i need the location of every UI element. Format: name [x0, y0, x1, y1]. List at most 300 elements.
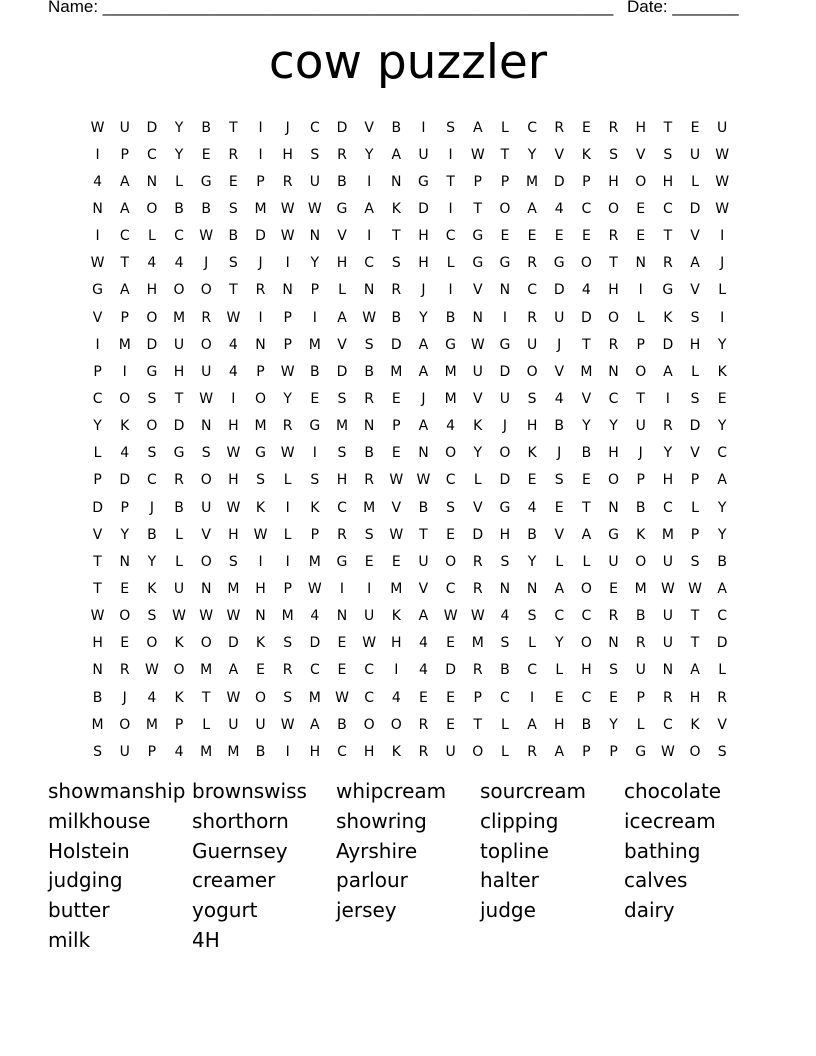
grid-letter: B: [228, 228, 239, 245]
grid-letter: G: [635, 743, 647, 760]
grid-letter: K: [174, 635, 184, 652]
grid-letter: I: [367, 580, 372, 597]
word-bank-item: brownswiss: [192, 779, 307, 803]
grid-letter: N: [391, 173, 402, 190]
grid-letter: M: [145, 716, 158, 733]
grid-letter: H: [92, 635, 103, 652]
grid-letter: V: [690, 282, 700, 299]
grid-letter: V: [472, 499, 483, 516]
grid-letter: H: [689, 689, 701, 706]
grid-letter: P: [473, 173, 482, 190]
grid-letter: A: [119, 173, 130, 190]
grid-letter: A: [554, 743, 565, 760]
grid-letter: N: [92, 200, 103, 217]
word-bank-item: jersey: [336, 898, 397, 923]
grid-letter: C: [554, 608, 565, 625]
word-bank-item: showring: [336, 808, 427, 833]
grid-letter: E: [201, 146, 211, 163]
grid-letter: N: [119, 553, 130, 570]
grid-letter: O: [173, 282, 185, 299]
grid-letter: 4: [554, 390, 564, 407]
grid-letter: M: [281, 608, 294, 625]
grid-letter: S: [663, 146, 673, 163]
grid-letter: B: [418, 499, 429, 516]
grid-letter: C: [717, 608, 728, 625]
grid-letter: I: [258, 146, 263, 163]
grid-letter: V: [472, 282, 483, 299]
grid-letter: U: [526, 336, 538, 353]
grid-letter: B: [337, 716, 347, 733]
grid-letter: U: [228, 716, 239, 733]
grid-letter: E: [391, 390, 401, 407]
word-bank-item: parlour: [336, 868, 408, 893]
grid-letter: L: [691, 173, 699, 190]
grid-letter: B: [310, 363, 320, 380]
grid-letter: Y: [147, 553, 157, 570]
grid-letter: I: [122, 363, 127, 380]
grid-letter: P: [147, 743, 157, 760]
grid-letter: O: [608, 309, 620, 326]
grid-letter: N: [92, 662, 103, 679]
grid-letter: W: [715, 200, 730, 217]
grid-letter: 4: [391, 689, 401, 706]
word-bank-item: whipcream: [336, 779, 447, 803]
grid-letter: D: [499, 472, 511, 489]
grid-letter: K: [255, 499, 266, 516]
grid-letter: C: [662, 200, 673, 217]
grid-letter: 4: [174, 743, 184, 760]
grid-letter: W: [90, 608, 105, 625]
grid-letter: G: [418, 173, 429, 190]
grid-letter: G: [472, 228, 484, 245]
grid-letter: E: [500, 228, 510, 245]
grid-letter: G: [146, 363, 158, 380]
grid-letter: O: [146, 200, 158, 217]
grid-letter: I: [312, 309, 317, 326]
page-title: cow puzzler: [268, 35, 548, 90]
grid-letter: E: [581, 228, 591, 245]
grid-letter: L: [718, 662, 727, 679]
grid-letter: V: [554, 146, 565, 163]
grid-letter: Y: [717, 526, 727, 543]
grid-letter: T: [120, 255, 130, 272]
grid-letter: G: [662, 282, 674, 299]
grid-letter: N: [608, 635, 619, 652]
word-bank-item: milkhouse: [48, 808, 151, 833]
grid-letter: A: [228, 662, 239, 679]
grid-letter: O: [635, 173, 647, 190]
grid-letter: I: [258, 309, 263, 326]
grid-row: [84, 521, 736, 548]
grid-letter: L: [501, 119, 509, 136]
word-bank-item: 4H: [192, 927, 220, 952]
grid-letter: W: [280, 445, 295, 462]
grid-letter: E: [581, 119, 591, 136]
grid-letter: T: [663, 228, 673, 245]
grid-letter: W: [226, 309, 241, 326]
grid-letter: P: [283, 309, 292, 326]
grid-letter: K: [255, 635, 266, 652]
word-bank-item: yogurt: [192, 898, 258, 923]
grid-letter: T: [690, 635, 700, 652]
grid-letter: W: [389, 526, 404, 543]
grid-letter: B: [364, 445, 374, 462]
grid-letter: P: [500, 173, 510, 190]
grid-letter: T: [419, 526, 428, 543]
grid-row: [84, 168, 736, 195]
grid-letter: Y: [717, 336, 727, 353]
grid-letter: H: [228, 526, 239, 543]
grid-letter: Y: [419, 309, 428, 326]
grid-letter: B: [147, 526, 157, 543]
grid-letter: M: [580, 363, 593, 380]
word-bank-item: dairy: [624, 898, 675, 923]
grid-letter: U: [119, 119, 130, 136]
grid-letter: W: [362, 635, 377, 652]
grid-letter: K: [717, 363, 727, 380]
grid-letter: W: [307, 580, 322, 597]
grid-letter: C: [581, 608, 592, 625]
grid-letter: T: [473, 200, 483, 217]
grid-letter: H: [228, 472, 239, 489]
grid-letter: E: [581, 472, 591, 489]
grid-letter: L: [147, 228, 156, 245]
grid-letter: P: [609, 743, 618, 760]
grid-letter: S: [93, 743, 103, 760]
grid-letter: B: [364, 363, 374, 380]
grid-letter: K: [174, 689, 184, 706]
grid-letter: W: [199, 228, 214, 245]
grid-letter: M: [526, 173, 539, 190]
grid-letter: I: [665, 390, 670, 407]
grid-letter: C: [92, 390, 103, 407]
grid-letter: B: [581, 445, 592, 462]
grid-letter: O: [363, 716, 375, 733]
grid-letter: M: [308, 689, 321, 706]
grid-letter: W: [660, 580, 675, 597]
grid-letter: A: [337, 309, 347, 326]
grid-letter: T: [229, 119, 238, 136]
grid-letter: R: [554, 119, 565, 136]
grid-letter: T: [663, 119, 673, 136]
grid-letter: N: [363, 418, 375, 435]
grid-letter: P: [636, 689, 645, 706]
grid-row: [84, 250, 736, 277]
grid-letter: I: [448, 282, 453, 299]
grid-letter: B: [391, 309, 402, 326]
grid-letter: I: [394, 662, 399, 679]
grid-letter: M: [173, 309, 186, 326]
grid-letter: R: [662, 418, 673, 435]
grid-letter: K: [310, 499, 320, 516]
grid-letter: W: [715, 146, 730, 163]
grid-letter: R: [527, 309, 537, 326]
grid-letter: R: [119, 662, 130, 679]
grid-letter: C: [527, 282, 537, 299]
grid-letter: W: [199, 390, 214, 407]
grid-letter: Y: [609, 418, 618, 435]
grid-letter: S: [527, 608, 537, 625]
grid-letter: E: [391, 445, 401, 462]
grid-letter: 4: [310, 608, 320, 625]
grid-letter: T: [93, 553, 102, 570]
grid-letter: U: [717, 119, 728, 136]
grid-letter: C: [662, 716, 673, 733]
grid-letter: B: [445, 309, 456, 326]
grid-letter: N: [418, 445, 429, 462]
grid-letter: P: [582, 743, 591, 760]
grid-letter: R: [418, 743, 429, 760]
grid-letter: B: [174, 200, 184, 217]
grid-letter: J: [122, 689, 127, 706]
grid-letter: I: [448, 146, 453, 163]
word-bank-item: calves: [624, 868, 688, 893]
grid-letter: L: [283, 526, 292, 543]
grid-row: [84, 467, 736, 494]
grid-letter: A: [690, 255, 700, 272]
grid-letter: O: [580, 635, 592, 652]
grid-letter: Y: [717, 418, 727, 435]
grid-letter: W: [688, 580, 702, 597]
grid-letter: A: [717, 472, 727, 489]
grid-letter: C: [309, 662, 320, 679]
grid-letter: D: [119, 472, 131, 489]
grid-letter: N: [255, 336, 266, 353]
grid-letter: R: [174, 472, 184, 489]
grid-letter: O: [608, 472, 620, 489]
grid-letter: L: [636, 716, 645, 733]
grid-letter: H: [662, 173, 674, 190]
grid-letter: M: [335, 418, 349, 435]
word-bank-item: clipping: [480, 808, 559, 833]
grid-letter: 4: [500, 608, 510, 625]
grid-letter: U: [689, 146, 701, 163]
grid-letter: B: [635, 608, 646, 625]
grid-letter: G: [499, 255, 511, 272]
grid-letter: T: [229, 282, 238, 299]
grid-letter: H: [635, 119, 646, 136]
grid-letter: S: [337, 390, 347, 407]
grid-letter: O: [173, 662, 185, 679]
grid-letter: E: [554, 499, 564, 516]
grid-letter: E: [554, 228, 564, 245]
grid-letter: I: [285, 553, 290, 570]
grid-letter: I: [285, 255, 290, 272]
grid-letter: W: [253, 526, 268, 543]
grid-row: [84, 195, 736, 222]
grid-letter: G: [173, 445, 185, 462]
grid-letter: W: [226, 499, 241, 516]
grid-letter: M: [118, 336, 131, 353]
grid-letter: I: [231, 390, 236, 407]
grid-letter: S: [609, 662, 618, 679]
grid-letter: R: [662, 689, 673, 706]
grid-letter: H: [662, 472, 674, 489]
grid-letter: V: [581, 390, 592, 407]
grid-letter: I: [720, 228, 725, 245]
grid-letter: O: [200, 282, 212, 299]
grid-letter: O: [146, 635, 158, 652]
grid-letter: S: [446, 119, 456, 136]
grid-letter: U: [554, 309, 565, 326]
grid-letter: Y: [527, 146, 537, 163]
grid-letter: S: [201, 445, 211, 462]
word-bank-item: Holstein: [48, 838, 130, 863]
grid-letter: S: [364, 526, 374, 543]
grid-letter: H: [689, 336, 701, 353]
grid-letter: E: [690, 119, 700, 136]
grid-letter: L: [528, 635, 536, 652]
grid-letter: N: [472, 309, 483, 326]
grid-row: [84, 657, 736, 684]
word-bank-item: judging: [48, 868, 123, 893]
grid-letter: P: [93, 472, 102, 489]
grid-letter: O: [608, 200, 620, 217]
grid-letter: K: [527, 445, 537, 462]
grid-letter: D: [336, 119, 348, 136]
grid-letter: I: [421, 119, 426, 136]
grid-letter: M: [308, 336, 321, 353]
grid-letter: I: [367, 173, 372, 190]
grid-letter: S: [527, 390, 537, 407]
grid-letter: P: [256, 363, 265, 380]
grid-letter: R: [255, 282, 266, 299]
grid-letter: H: [309, 743, 321, 760]
grid-letter: L: [691, 499, 699, 516]
grid-letter: O: [200, 336, 212, 353]
grid-letter: S: [500, 553, 510, 570]
grid-letter: D: [390, 336, 402, 353]
grid-letter: K: [636, 526, 646, 543]
grid-row: [84, 738, 736, 765]
grid-letter: W: [335, 689, 349, 706]
grid-row: [84, 331, 736, 358]
grid-letter: H: [228, 418, 239, 435]
grid-letter: E: [419, 689, 428, 706]
grid-letter: D: [336, 363, 348, 380]
grid-letter: D: [173, 418, 185, 435]
grid-letter: U: [472, 363, 483, 380]
grid-letter: Y: [93, 418, 102, 435]
grid-letter: B: [581, 716, 592, 733]
word-bank-item: icecream: [624, 808, 716, 833]
grid-letter: L: [202, 716, 211, 733]
grid-letter: R: [608, 608, 619, 625]
grid-letter: T: [201, 689, 211, 706]
grid-letter: I: [720, 309, 725, 326]
grid-letter: H: [391, 635, 402, 652]
grid-letter: Y: [554, 635, 564, 652]
grid-letter: B: [635, 499, 646, 516]
grid-letter: R: [391, 282, 402, 299]
grid-letter: B: [527, 526, 537, 543]
grid-letter: R: [608, 119, 619, 136]
grid-letter: U: [309, 173, 320, 190]
grid-letter: C: [364, 255, 375, 272]
grid-letter: W: [90, 119, 105, 136]
grid-letter: H: [255, 580, 266, 597]
grid-letter: V: [201, 526, 211, 543]
grid-letter: L: [582, 553, 591, 570]
grid-letter: V: [690, 228, 700, 245]
grid-letter: C: [581, 200, 592, 217]
grid-letter: D: [146, 119, 158, 136]
grid-row: [84, 684, 736, 711]
grid-letter: R: [662, 255, 673, 272]
grid-letter: D: [662, 336, 674, 353]
grid-letter: K: [391, 200, 401, 217]
grid-letter: H: [608, 445, 619, 462]
grid-letter: T: [582, 499, 591, 516]
grid-letter: Y: [120, 526, 130, 543]
grid-letter: M: [444, 363, 457, 380]
grid-letter: P: [93, 363, 102, 380]
grid-letter: M: [227, 580, 240, 597]
grid-letter: C: [337, 743, 347, 760]
grid-letter: H: [282, 146, 293, 163]
grid-letter: J: [720, 255, 725, 272]
grid-row: [84, 494, 736, 521]
grid-letter: R: [608, 336, 619, 353]
grid-letter: L: [501, 716, 509, 733]
grid-letter: R: [364, 472, 374, 489]
grid-row: [84, 440, 736, 467]
grid-letter: V: [364, 119, 374, 136]
grid-letter: L: [473, 472, 482, 489]
word-bank-item: milk: [48, 927, 91, 952]
grid-row: [84, 223, 736, 250]
grid-letter: U: [662, 608, 673, 625]
grid-letter: E: [446, 635, 456, 652]
grid-letter: J: [421, 390, 426, 407]
grid-letter: M: [227, 743, 240, 760]
grid-letter: V: [635, 146, 646, 163]
grid-letter: H: [336, 472, 348, 489]
grid-letter: S: [147, 390, 157, 407]
grid-letter: J: [421, 282, 426, 299]
grid-letter: B: [717, 553, 727, 570]
grid-letter: U: [445, 743, 456, 760]
grid-letter: O: [689, 743, 701, 760]
grid-letter: P: [120, 309, 129, 326]
grid-letter: O: [472, 743, 484, 760]
grid-letter: 4: [174, 255, 184, 272]
grid-letter: I: [502, 309, 507, 326]
grid-letter: O: [499, 445, 511, 462]
grid-row: [84, 141, 736, 168]
grid-row: [84, 575, 736, 602]
grid-letter: S: [147, 608, 157, 625]
grid-letter: J: [285, 119, 290, 136]
grid-letter: B: [92, 689, 103, 706]
grid-letter: C: [662, 499, 673, 516]
grid-letter: W: [362, 309, 377, 326]
grid-letter: M: [91, 716, 104, 733]
grid-letter: E: [717, 390, 727, 407]
grid-letter: J: [204, 255, 209, 272]
grid-letter: S: [310, 472, 320, 489]
grid-letter: M: [363, 499, 376, 516]
grid-letter: M: [200, 743, 213, 760]
grid-letter: D: [472, 526, 484, 543]
grid-letter: I: [285, 743, 290, 760]
grid-letter: M: [471, 635, 484, 652]
word-bank-item: butter: [48, 898, 110, 923]
grid-letter: L: [283, 472, 292, 489]
grid-letter: M: [390, 580, 403, 597]
grid-letter: M: [254, 200, 267, 217]
grid-letter: V: [418, 580, 429, 597]
